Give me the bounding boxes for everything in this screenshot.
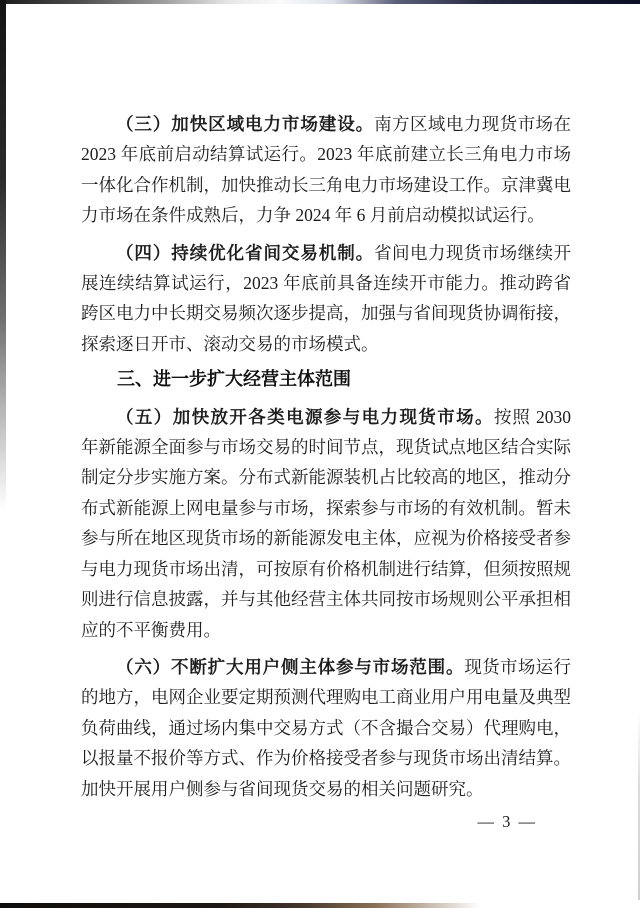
scan-edge-artifact-top — [0, 0, 640, 4]
page-number: — 3 — — [477, 812, 537, 831]
paragraph-lead: （六）不断扩大用户侧主体参与市场范围。 — [116, 656, 465, 677]
document-paragraph: （五）加快放开各类电源参与电力现货市场。按照 2030 年新能源全面参与市场交易的时间节点，现货试点地区结合实际制定分步实施方案。分布式新能源装机占比较高的地区，推动分布式新能源上网电量参与市场，探索参与市场的有效机制。暂未参与所在地区现货市场的新能源发电主体，应视为价格接受者参与电力现货市场出清，可按原有价格机制进行结算，但须按照规则进行信息披露，并与其他经营主体共同按市场规则公平承担相应的不平衡费用。 — [81, 406, 572, 640]
document-paragraph: （六）不断扩大用户侧主体参与市场范围。现货市场运行的地方，电网企业要定期预测代理购电工商业用户用电量及典型负荷曲线，通过场内集中交易方式（不含撮合交易）代理购电，以报量不报价等方式、作为价格接受者参与现货市场出清结算。加快开展用户侧参与省间现货交易的相关问题研究。 — [81, 656, 572, 799]
document-body — [81, 109, 571, 804]
paragraph-lead: （五）加快放开各类电源参与电力现货市场。 — [116, 406, 494, 427]
scan-edge-artifact-left — [0, 0, 6, 510]
paragraph-lead: （三）加快区域电力市场建设。 — [116, 114, 375, 134]
paragraph-lead: （四）持续优化省间交易机制。 — [116, 242, 375, 263]
document-paragraph: （四）持续优化省间交易机制。省间电力现货市场继续开展连续结算试运行，2023 年底前具备连续开市能力。推动跨省跨区电力中长期交易频次逐步提高，加强与省间现货协调衔接，探索逐日开市、滚动交易的市场模式。 — [81, 242, 571, 354]
section-heading: 三、进一步扩大经营主体范围 — [117, 369, 351, 390]
scan-edge-artifact-bottom — [0, 903, 480, 908]
document-paragraph: （三）加快区域电力市场建设。南方区域电力现货市场在 2023 年底前启动结算试运行。2023 年底前建立长三角电力市场一体化合作机制，加快推动长三角电力市场建设工作。京津冀电力市场在条件成熟后，力争 2024 年 6 月前启动模拟试运行。 — [81, 114, 571, 226]
